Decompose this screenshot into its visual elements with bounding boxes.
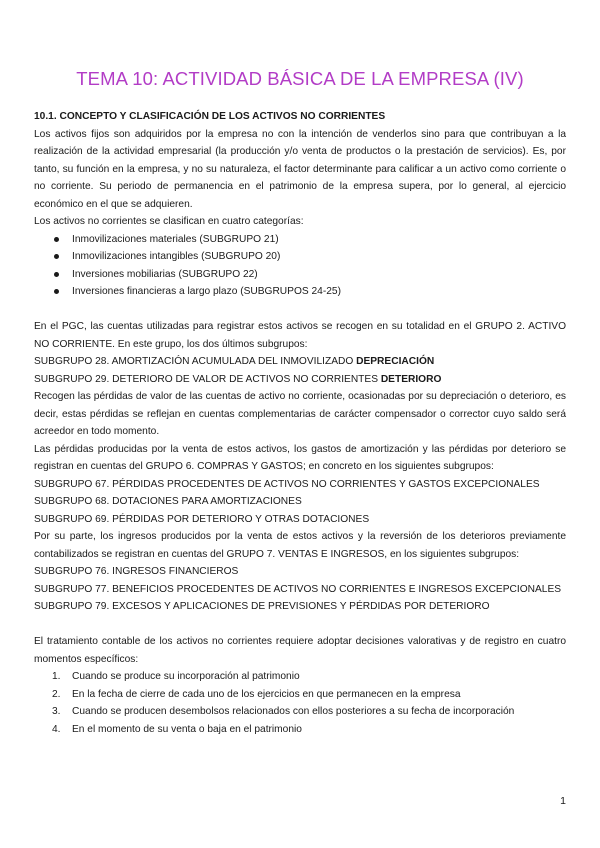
subgroup-76-line: SUBGRUPO 76. INGRESOS FINANCIEROS [34, 566, 239, 577]
paragraph-categories-intro: Los activos no corrientes se clasifican en cuatro categorías: [34, 216, 304, 227]
spacer [34, 616, 566, 634]
list-item: 1. Cuando se produce su incorporación al patrimonio [52, 671, 300, 682]
paragraph-group6: Las pérdidas producidas por la venta de estos activos, los gastos de amortización y las pérdidas por deterioro se registran en cuentas del GRUPO 6. COMPRAS Y GASTOS; en concreto en los siguientes subgrupos: [34, 443, 566, 472]
list-item: Inversiones financieras a largo plazo (SUBGRUPOS 24-25) [34, 283, 566, 301]
bullet-icon [54, 272, 59, 277]
list-item: 2. En la fecha de cierre de cada uno de los ejercicios en que permanecen en la empresa [52, 688, 461, 700]
list-item: Inversiones mobiliarias (SUBGRUPO 22) [34, 266, 566, 284]
list-item: 4. En el momento de su venta o baja en el patrimonio [52, 723, 302, 735]
section-heading: 10.1. CONCEPTO Y CLASIFICACIÓN DE LOS ACTIVOS NO CORRIENTES [34, 111, 386, 122]
subgroup-28-line: SUBGRUPO 28. AMORTIZACIÓN ACUMULADA DEL INMOVILIZADO DEPRECIACIÓN [34, 356, 435, 367]
categories-list [34, 231, 566, 301]
document-body [34, 108, 566, 738]
spacer [34, 301, 566, 319]
paragraph-intro: Los activos fijos son adquiridos por la empresa no con la intención de venderlos sino para que contribuyan a la realización de la actividad empresarial (la producción y/o venta de productos o la prestación de servicios). Es, por tanto, su función en la empresa, y no su naturaleza, el factor determinante para calificar a un activo como corriente o no corriente. Su periodo de permanencia en el patrimonio de la empresa supera, por lo general, al ejercicio económico en el que se adquieren. [34, 128, 566, 210]
subgroup-77-line: SUBGRUPO 77. BENEFICIOS PROCEDENTES DE ACTIVOS NO CORRIENTES E INGRESOS EXCEPCIONALES [34, 583, 562, 595]
page-title: TEMA 10: ACTIVIDAD BÁSICA DE LA EMPRESA (IV) [76, 68, 524, 89]
bullet-icon [54, 254, 59, 259]
page-number: 1 [560, 795, 566, 807]
bullet-icon [54, 289, 59, 294]
paragraph-group7: Por su parte, los ingresos producidos por la venta de estos activos y la reversión de los deterioros previamente contabilizados se registran en cuentas del GRUPO 7. VENTAS E INGRESOS, en los siguientes subgrupos: [34, 531, 566, 560]
paragraph-treatment: El tratamiento contable de los activos no corrientes requiere adoptar decisiones valorativas y de registro en cuatro momentos específicos: [34, 636, 566, 665]
list-item: Inmovilizaciones materiales (SUBGRUPO 21) [34, 231, 566, 249]
paragraph-pgc: En el PGC, las cuentas utilizadas para registrar estos activos se recogen en su totalidad en el GRUPO 2. ACTIVO NO CORRIENTE. En este grupo, los dos últimos subgrupos: [34, 321, 566, 350]
moments-list [34, 668, 566, 738]
list-item: Inmovilizaciones intangibles (SUBGRUPO 20) [34, 248, 566, 266]
list-item: 3. Cuando se producen desembolsos relacionados con ellos posteriores a su fecha de incorporación [52, 706, 515, 717]
bullet-icon [54, 237, 59, 242]
subgroup-67-line: SUBGRUPO 67. PÉRDIDAS PROCEDENTES DE ACTIVOS NO CORRIENTES Y GASTOS EXCEPCIONALES [34, 478, 540, 490]
subgroup-79-line: SUBGRUPO 79. EXCESOS Y APLICACIONES DE PREVISIONES Y PÉRDIDAS POR DETERIORO [34, 601, 490, 612]
subgroup-69-line: SUBGRUPO 69. PÉRDIDAS POR DETERIORO Y OTRAS DOTACIONES [34, 513, 370, 525]
subgroup-68-line: SUBGRUPO 68. DOTACIONES PARA AMORTIZACIONES [34, 496, 302, 507]
paragraph-losses: Recogen las pérdidas de valor de las cuentas de activo no corriente, ocasionadas por su depreciación o deterioro, es decir, estas pérdidas se reflejan en cuentas complementarias de carácter compensador o corrector cuyo saldo será acreedor en todo momento. [34, 391, 566, 437]
impairment-label: DETERIORO [380, 373, 442, 385]
depreciation-label: DEPRECIACIÓN [356, 356, 435, 367]
subgroup-29-line: SUBGRUPO 29. DETERIORO DE VALOR DE ACTIVOS NO CORRIENTES DETERIORO [34, 373, 442, 385]
